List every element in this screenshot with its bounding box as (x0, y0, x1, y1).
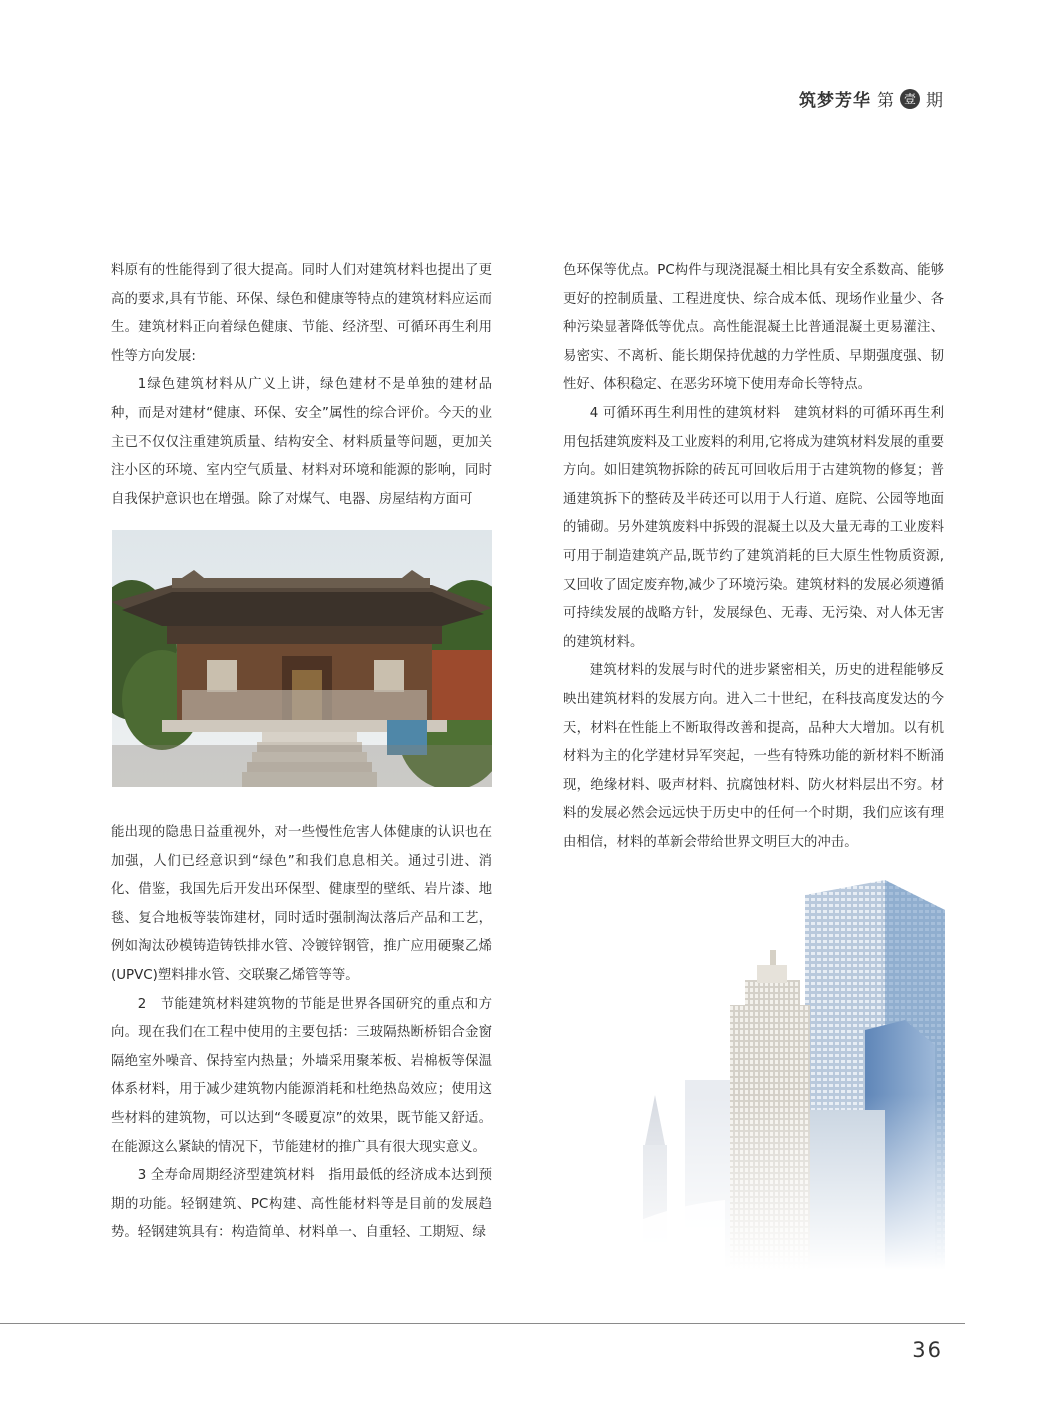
paragraph: 料原有的性能得到了很大提高。同时人们对建筑材料也提出了更高的要求,具有节能、环保、绿色和健康等特点的建筑材料应运而生。建筑材料正向着绿色健康、节能、经济型、可循环再生利用性等方向发展: (111, 263, 492, 364)
left-column-top (111, 257, 492, 514)
paragraph: 能出现的隐患日益重视外，对一些慢性危害人体健康的认识也在加强，人们已经意识到“绿色”和我们息息相关。通过引进、消化、借鉴，我国先后开发出环保型、健康型的壁纸、岩片漆、地毯、复合地板等装饰建材，同时适时强制淘汰落后产品和工艺，例如淘汰砂模铸造铸铁排水管、冷镀锌钢管，推广应用硬聚乙烯(UPVC)塑料排水管、交联聚乙烯管等等。 (111, 825, 492, 983)
paragraph: 3 全寿命周期经济型建筑材料 指用最低的经济成本达到预期的功能。轻钢建筑、PC构建、高性能材料等是目前的发展趋势。轻钢建筑具有：构造简单、材料单一、自重轻、工期短、绿 (111, 1168, 492, 1241)
paragraph: 4 可循环再生利用性的建筑材料 建筑材料的可循环再生利用包括建筑废料及工业废料的利用,它将成为建筑材料发展的重要方向。如旧建筑物拆除的砖瓦可回收后用于古建筑物的修复；普通建筑拆下的整砖及半砖还可以用于人行道、庭院、公园等地面的铺砌。另外建筑废料中拆毁的混凝土以及大量无毒的工业废料可用于制造建筑产品,既节约了建筑消耗的巨大原生性物质资源,又回收了固定废弃物,减少了环境污染。建筑材料的发展必须遵循可持续发展的战略方针，发展绿色、无毒、无污染、对人体无害的建筑材料。 (563, 405, 944, 650)
footer-divider (0, 1323, 965, 1324)
paragraph: 建筑材料的发展与时代的进步紧密相关，历史的进程能够反映出建筑材料的发展方向。进入二十世纪，在科技高度发达的今天，材料在性能上不断取得改善和提高，品种大大增加。以有机材料为主的化学建材异军突起，一些有特殊功能的新材料不断涌现，绝缘材料、吸声材料、抗腐蚀材料、防火材料层出不穷。材料的发展必然会远远快于历史中的任何一个时期，我们应该有理由相信，材料的革新会带给世界文明巨大的冲击。 (563, 663, 944, 850)
temple-illustration (112, 530, 492, 787)
left-column-bottom (111, 819, 492, 1248)
magazine-header (799, 86, 943, 111)
temple-photo (112, 530, 492, 787)
paragraph: 色环保等优点。PC构件与现浇混凝土相比具有安全系数高、能够更好的控制质量、工程进度快、综合成本低、现场作业量少、各种污染显著降低等优点。高性能混凝土比普通混凝土更易灌注、易密实、不离析、能长期保持优越的力学性质、早期强度强、韧性好、体积稳定、在恶劣环境下使用寿命长等特点。 (563, 263, 944, 393)
skyscraper-photo (565, 880, 945, 1270)
skyscraper-illustration (565, 880, 945, 1270)
paragraph: 2 节能建筑材料建筑物的节能是世界各国研究的重点和方向。现在我们在工程中使用的主要包括：三玻隔热断桥铝合金窗隔绝室外噪音、保持室内热量；外墙采用聚苯板、岩棉板等保温体系材料，用于减少建筑物内能源消耗和杜绝热岛效应；使用这些材料的建筑物，可以达到“冬暖夏凉”的效果，既节能又舒适。在能源这么紧缺的情况下，节能建材的推广具有很大现实意义。 (111, 996, 492, 1155)
issue-suffix: 期 (926, 91, 943, 111)
magazine-title: 筑梦芳华 (799, 91, 871, 111)
issue-prefix: 第 (877, 91, 894, 111)
paragraph: 1绿色建筑材料从广义上讲，绿色建材不是单独的建材品种，而是对建材“健康、环保、安全”属性的综合评价。今天的业主已不仅仅注重建筑质量、结构安全、材料质量等问题，更加关注小区的环境、室内空气质量、材料对环境和能源的影响，同时自我保护意识也在增强。除了对煤气、电器、房屋结构方面可 (111, 377, 492, 507)
right-column (563, 257, 944, 857)
page-number: 36 (912, 1338, 943, 1362)
issue-number-badge: 壹 (900, 89, 920, 109)
